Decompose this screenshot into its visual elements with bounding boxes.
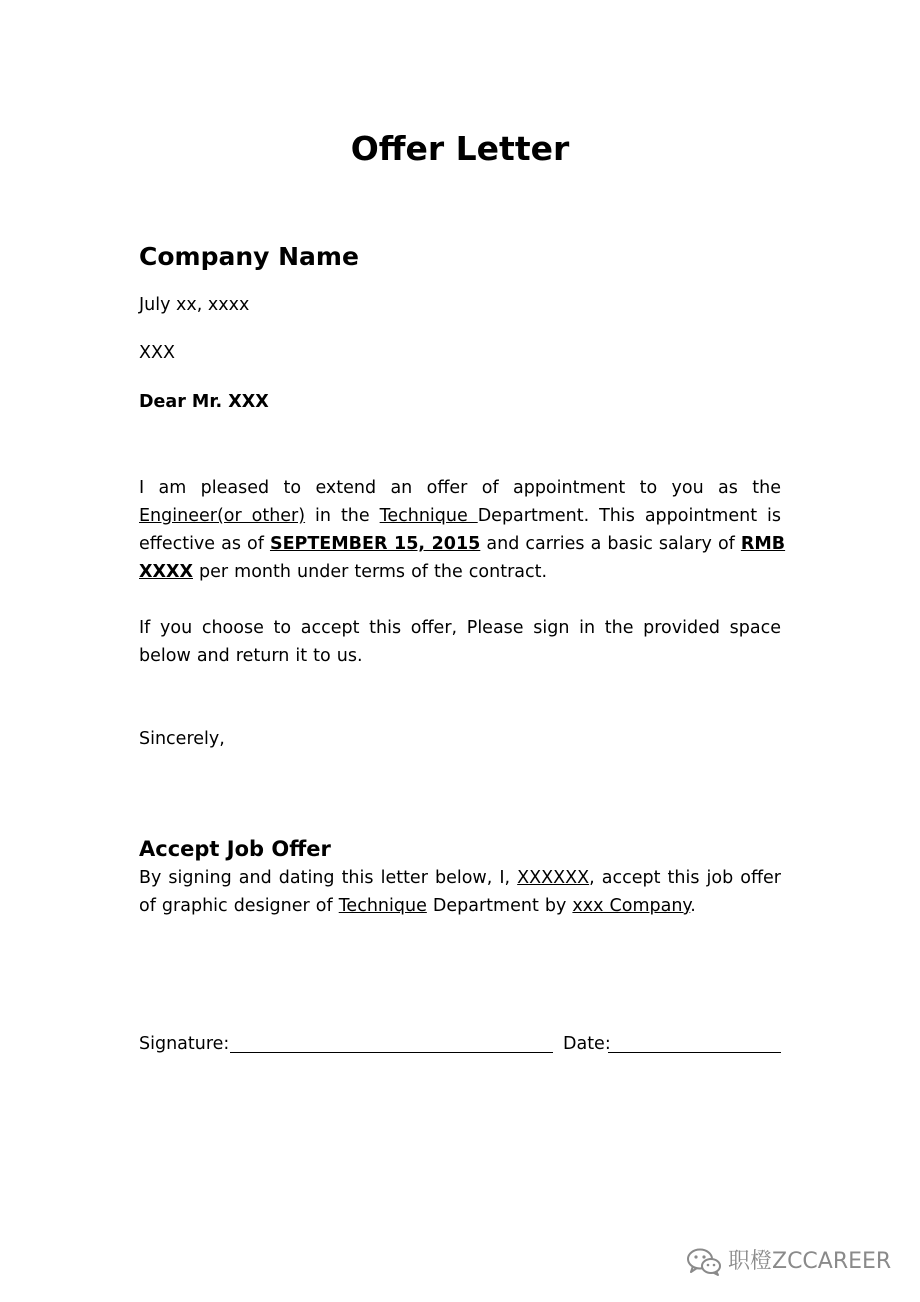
- accept-line-2: of graphic designer of Technique Department by xxx Company.: [139, 896, 696, 916]
- signature-row: [139, 1030, 781, 1060]
- document-title: Offer Letter: [350, 129, 570, 168]
- accept-company-field: xxx Company: [572, 896, 691, 916]
- offer-line-2: Engineer(or other) in the Technique Department. This appointment is: [139, 506, 781, 526]
- department-field: Technique: [379, 506, 478, 526]
- salary-amount: XXXX: [139, 562, 193, 582]
- candidate-name-field: XXXXXX: [517, 868, 590, 888]
- accept-heading: Accept Job Offer: [139, 837, 331, 861]
- letter-date: July xx, xxxx: [139, 295, 250, 315]
- signature-label: Signature:: [139, 1034, 230, 1054]
- acceptance-instructions: [139, 614, 781, 670]
- recipient: XXX: [139, 343, 175, 363]
- date-line[interactable]: [608, 1052, 781, 1053]
- offer-letter-page: [139, 0, 786, 1302]
- company-name: Company Name: [139, 242, 359, 271]
- offer-line-4: XXXX per month under terms of the contract.: [139, 562, 548, 582]
- role-field: Engineer(or other): [139, 506, 306, 526]
- instructions-line-1: If you choose to accept this offer, Please sign in the provided space: [139, 618, 781, 638]
- salary-currency: RMB: [740, 534, 786, 554]
- accept-department-field: Technique: [338, 896, 427, 916]
- date-label: Date:: [563, 1034, 611, 1054]
- closing: Sincerely,: [139, 729, 225, 749]
- accept-paragraph: [139, 864, 781, 920]
- wechat-icon: [686, 1247, 722, 1277]
- offer-line-1: I am pleased to extend an offer of appointment to you as the: [139, 478, 781, 498]
- offer-line-3: effective as of SEPTEMBER 15, 2015 and carries a basic salary of RMB: [139, 534, 786, 554]
- instructions-line-2: below and return it to us.: [139, 646, 363, 666]
- salutation: Dear Mr. XXX: [139, 392, 269, 412]
- accept-line-1: By signing and dating this letter below, I, XXXXXX, accept this job offer: [139, 868, 781, 888]
- signature-line[interactable]: [230, 1052, 553, 1053]
- start-date-field: SEPTEMBER 15, 2015: [269, 534, 481, 554]
- offer-paragraph: [139, 474, 786, 586]
- watermark: [686, 1246, 891, 1278]
- watermark-text: 职橙ZCCAREER: [728, 1249, 892, 1274]
